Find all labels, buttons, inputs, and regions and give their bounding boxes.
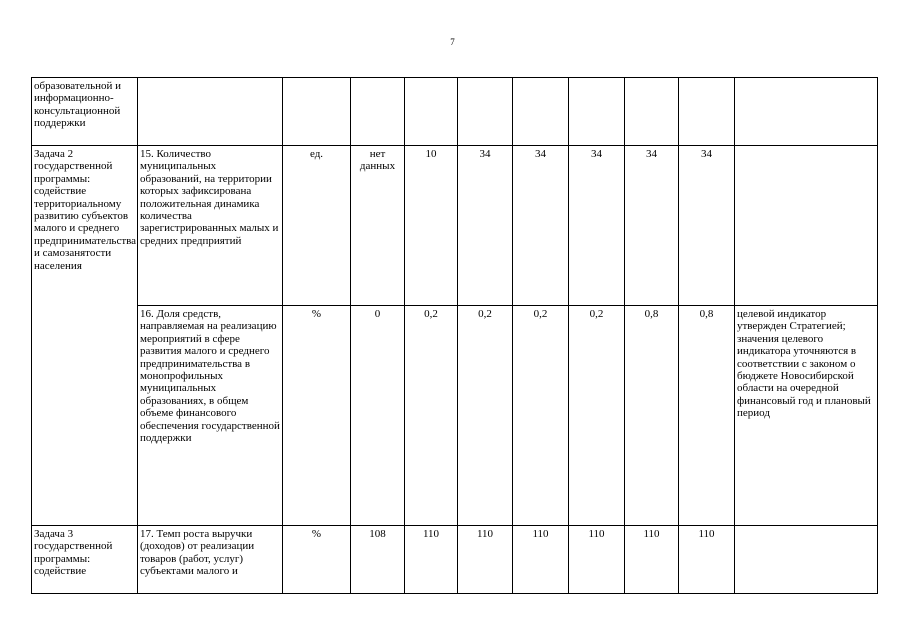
indicator-16-value-2: 0,2 [405, 306, 458, 526]
table-row-indicator-16 [32, 306, 878, 526]
indicator-15-unit: ед. [283, 146, 351, 306]
indicator-16-value-3: 0,2 [458, 306, 513, 526]
indicator-16-value-4: 0,2 [513, 306, 569, 526]
empty-cell [405, 78, 458, 146]
table-row-continued [32, 78, 878, 146]
indicator-17-name: 17. Темп роста выручки (доходов) от реализации товаров (работ, услуг) субъектами малого и [138, 526, 283, 594]
indicator-15-value-2: 10 [405, 146, 458, 306]
indicator-17-value-5: 110 [569, 526, 625, 594]
indicator-16-note: целевой индикатор утвержден Стратегией; значения целевого индикатора уточняются в соответствии с законом о бюджете Новосибирской области на очередной финансовый год и плановый период [735, 306, 878, 526]
empty-cell [351, 78, 405, 146]
indicator-15-note [735, 146, 878, 306]
indicator-16-value-6: 0,8 [625, 306, 679, 526]
empty-cell [735, 78, 878, 146]
indicator-15-value-6: 34 [625, 146, 679, 306]
indicator-16-value-1: 0 [351, 306, 405, 526]
indicator-table [31, 77, 878, 594]
indicator-17-value-4: 110 [513, 526, 569, 594]
indicator-17-value-2: 110 [405, 526, 458, 594]
empty-cell [625, 78, 679, 146]
page-number: 7 [450, 37, 455, 47]
empty-cell [513, 78, 569, 146]
indicator-15-value-4: 34 [513, 146, 569, 306]
indicator-15-name: 15. Количество муниципальных образований, на территории которых зафиксирована положительная динамика количества зарегистрированных малых и средних предприятий [138, 146, 283, 306]
indicator-15-value-5: 34 [569, 146, 625, 306]
task-2-label: Задача 2 государственной программы: содействие территориальному развитию субъектов малого и среднего предпринимательства и самозанятости населения [32, 146, 138, 526]
indicator-17-note [735, 526, 878, 594]
task-3-label: Задача 3 государственной программы: содействие [32, 526, 138, 594]
indicator-17-value-7: 110 [679, 526, 735, 594]
empty-cell [283, 78, 351, 146]
empty-cell [679, 78, 735, 146]
indicator-15-value-1: нет данных [351, 146, 405, 306]
empty-cell [569, 78, 625, 146]
table-row-indicator-15 [32, 146, 878, 306]
indicator-15-value-7: 34 [679, 146, 735, 306]
indicator-17-value-1: 108 [351, 526, 405, 594]
empty-cell [138, 78, 283, 146]
indicator-15-value-3: 34 [458, 146, 513, 306]
indicator-16-unit: % [283, 306, 351, 526]
indicator-16-name: 16. Доля средств, направляемая на реализацию мероприятий в сфере развития малого и среднего предпринимательства в монопрофильных муниципальных образованиях, в общем объеме финансового обеспечения государственной поддержки [138, 306, 283, 526]
indicator-16-value-7: 0,8 [679, 306, 735, 526]
indicator-17-value-3: 110 [458, 526, 513, 594]
empty-cell [458, 78, 513, 146]
table-row-indicator-17 [32, 526, 878, 594]
indicator-17-unit: % [283, 526, 351, 594]
indicator-17-value-6: 110 [625, 526, 679, 594]
task-cell-continued: образовательной и информационно-консультационной поддержки [32, 78, 138, 146]
indicator-16-value-5: 0,2 [569, 306, 625, 526]
